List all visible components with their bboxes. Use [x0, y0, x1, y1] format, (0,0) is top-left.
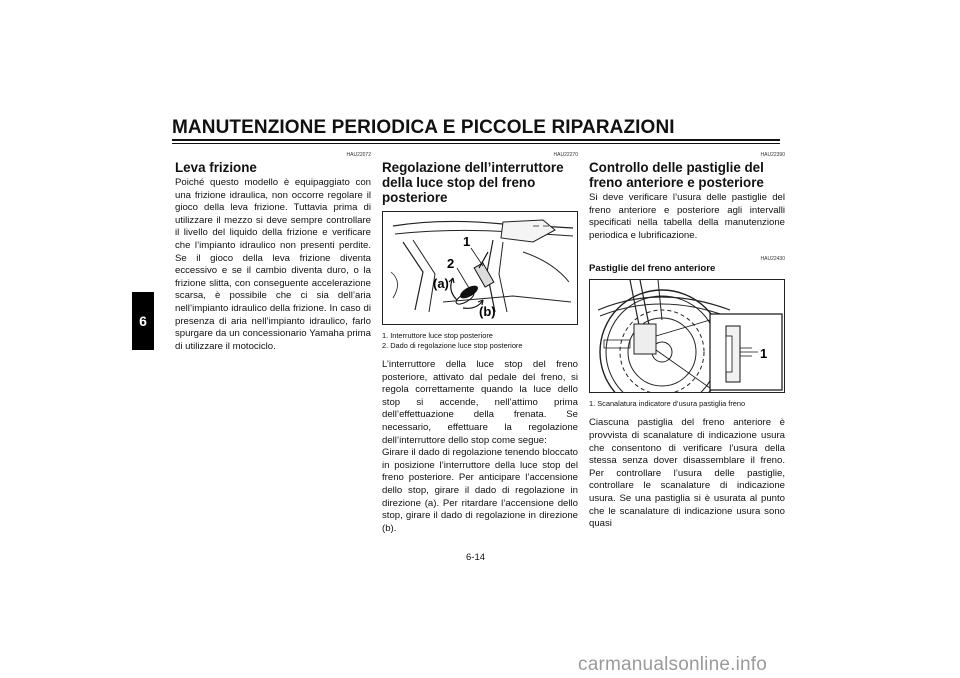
- page-number: 6-14: [466, 552, 486, 563]
- figure-label-1: 1: [760, 346, 768, 362]
- section-code: HAU22072: [346, 152, 371, 158]
- figure-label-1: 1: [463, 234, 471, 249]
- page-title: MANUTENZIONE PERIODICA E PICCOLE RIPARAZIONI: [172, 117, 675, 138]
- section-heading: Leva frizione: [175, 160, 257, 175]
- front-brake-illustration: [590, 280, 784, 392]
- subsection-code: HAU22430: [760, 256, 785, 263]
- section-code: HAU22390: [760, 152, 785, 158]
- brake-switch-illustration: [383, 212, 577, 324]
- figure-label-2: 2: [447, 256, 455, 271]
- section-body-2: Ciascuna pastiglia del freno anteriore è provvista di scanalature di indicazione usura che consentono di verificare l’usura della stessa senza dover disassemblare il freno. Per controllare l’usura delle pastiglie, controllare le scanalature di indicazione usura. Se una pastiglia si è usurata al punto che le scanalature di indicazione usura sono quasi: [589, 417, 785, 530]
- section-body: Poiché questo modello è equipaggiato con una frizione idraulica, non occorre regolare il gioco della leva frizione. Tuttavia prima di utilizzare il mezzo si deve sempre controllare il livello del liquido della frizione e verificare che l’impianto idraulico non presenti perdite. Se il gioco della leva frizione diventa eccessivo e se il cambio diventa duro, o la frizione slitta, con conseguente accelerazione scarsa, è possibile che ci sia dell’aria nell’impianto idraulico della frizione. In caso di presenza di aria nell’impianto idraulico, farlo spurgare da un concessionario Yamaha prima di utilizzare il motociclo.: [175, 177, 371, 352]
- figure-label-a: (a): [433, 276, 449, 291]
- column-clutch-lever: [175, 152, 371, 353]
- brake-pad-figure: [589, 279, 785, 393]
- caption-item: 1. Scanalatura indicatore d’usura pastiglia freno: [589, 399, 746, 409]
- caption-item: 1. Interruttore luce stop posteriore: [382, 331, 493, 340]
- section-body: Si deve verificare l’usura delle pastiglie del freno anteriore e posteriore agli intervalli specificati nella tabella della manutenzione periodica e lubrificazione.: [589, 192, 785, 241]
- figure-captions: [589, 399, 785, 409]
- section-code: HAU22270: [553, 152, 578, 158]
- caption-item: 2. Dado di regolazione luce stop posteriore: [382, 341, 523, 350]
- column-brake-light-switch: [382, 152, 578, 535]
- section-body-2: Girare il dado di regolazione tenendo bloccato in posizione l’interruttore della luce stop del freno posteriore. Per anticipare l’accensione dello stop, girare il dado di regolazione in direzione (a). Per ritardare l’accensione dello stop, girare il dado di regolazione in direzione (b).: [382, 447, 578, 534]
- title-rule-thin: [172, 143, 780, 144]
- brake-switch-figure: [382, 211, 578, 325]
- section-body: L’interruttore della luce stop del freno posteriore, attivato dal pedale del freno, si regola correttamente quando la luce dello stop si accende, nell’attimo prima dell’effettuazione della frenata. Se necessario, effettuare la regolazione dell’interruttore dello stop come segue:: [382, 359, 578, 446]
- subsection-heading: Pastiglie del freno anteriore: [589, 263, 716, 275]
- section-heading: Regolazione dell’interruttore della luce stop del freno posteriore: [382, 160, 564, 205]
- figure-label-b: (b): [479, 304, 496, 319]
- column-brake-pads: [589, 152, 785, 531]
- chapter-tab: 6: [132, 292, 154, 350]
- watermark: carmanualsonline.info: [578, 654, 768, 675]
- figure-captions: [382, 331, 578, 351]
- section-heading: Controllo delle pastiglie del freno anteriore e posteriore: [589, 160, 764, 190]
- title-rule-thick: [172, 139, 780, 141]
